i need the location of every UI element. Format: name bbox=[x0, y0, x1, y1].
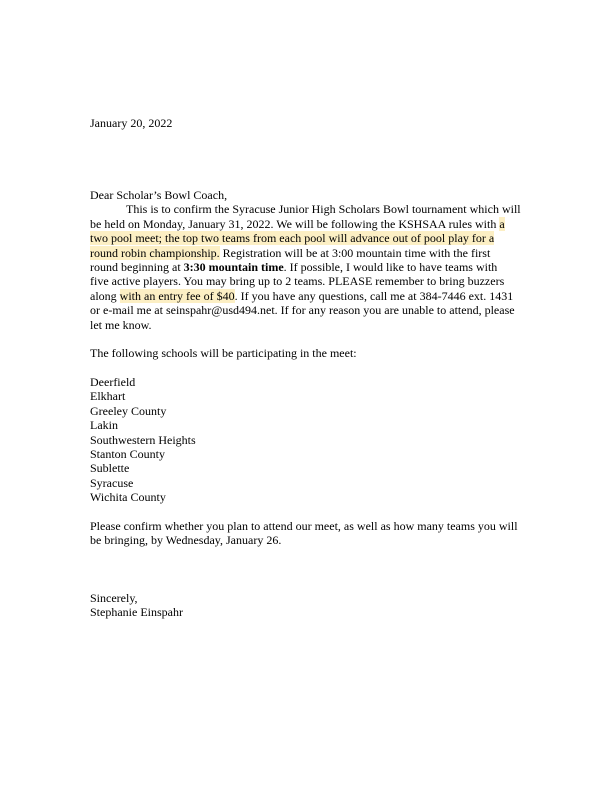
body-line-5: round beginning at bbox=[90, 259, 184, 274]
signer-name: Stephanie Einspahr bbox=[90, 605, 183, 620]
list-item: Greeley County bbox=[90, 403, 167, 418]
highlight-entry-fee: with an entry fee of $40 bbox=[119, 288, 235, 303]
body-line-5-end: . If possible, I would like to have teams with bbox=[283, 259, 498, 274]
body-line-6: five active players. You may bring up to 2 teams. PLEASE remember to bring buzzers bbox=[90, 274, 505, 289]
highlight-pool-a: a bbox=[499, 216, 505, 231]
body-line-9: let me know. bbox=[90, 317, 152, 332]
list-item: Stanton County bbox=[90, 447, 166, 462]
list-item: Wichita County bbox=[90, 490, 166, 505]
confirm-line-1: Please confirm whether you plan to attend our meet, as well as how many teams you will bbox=[90, 518, 518, 533]
list-item: Deerfield bbox=[90, 375, 136, 390]
letter-date: January 20, 2022 bbox=[90, 116, 173, 130]
highlight-round-robin: round robin championship. bbox=[90, 245, 220, 260]
start-time-bold: 3:30 mountain time bbox=[183, 259, 284, 274]
closing: Sincerely, bbox=[90, 590, 138, 605]
body-line-7-end: . If you have any questions, call me at 384-7446 ext. 1431 bbox=[234, 288, 514, 303]
list-item: Southwestern Heights bbox=[90, 432, 196, 447]
schools-intro: The following schools will be participating in the meet: bbox=[90, 346, 357, 361]
body-line-4: Registration will be at 3:00 mountain time with the first bbox=[219, 245, 491, 260]
list-item: Syracuse bbox=[90, 475, 134, 490]
body-line-8: or e-mail me at seinspahr@usd494.net. If for any reason you are unable to attend, please bbox=[90, 303, 515, 318]
body-line-2: be held on Monday, January 31, 2022. We will be following the KSHSAA rules with bbox=[90, 216, 500, 231]
schools-list bbox=[90, 375, 522, 505]
body-paragraph bbox=[90, 202, 522, 332]
list-item: Sublette bbox=[90, 461, 130, 476]
confirm-line-2: be bringing, by Wednesday, January 26. bbox=[90, 533, 282, 548]
body-line-7: along bbox=[90, 288, 120, 303]
list-item: Lakin bbox=[90, 418, 118, 433]
salutation: Dear Scholar’s Bowl Coach, bbox=[90, 187, 228, 202]
highlight-pool-line: two pool meet; the top two teams from each pool will advance out of pool play for a bbox=[90, 231, 495, 246]
list-item: Elkhart bbox=[90, 389, 126, 404]
body-line-1: This is to confirm the Syracuse Junior High Scholars Bowl tournament which will bbox=[126, 202, 521, 217]
letter bbox=[90, 116, 522, 620]
